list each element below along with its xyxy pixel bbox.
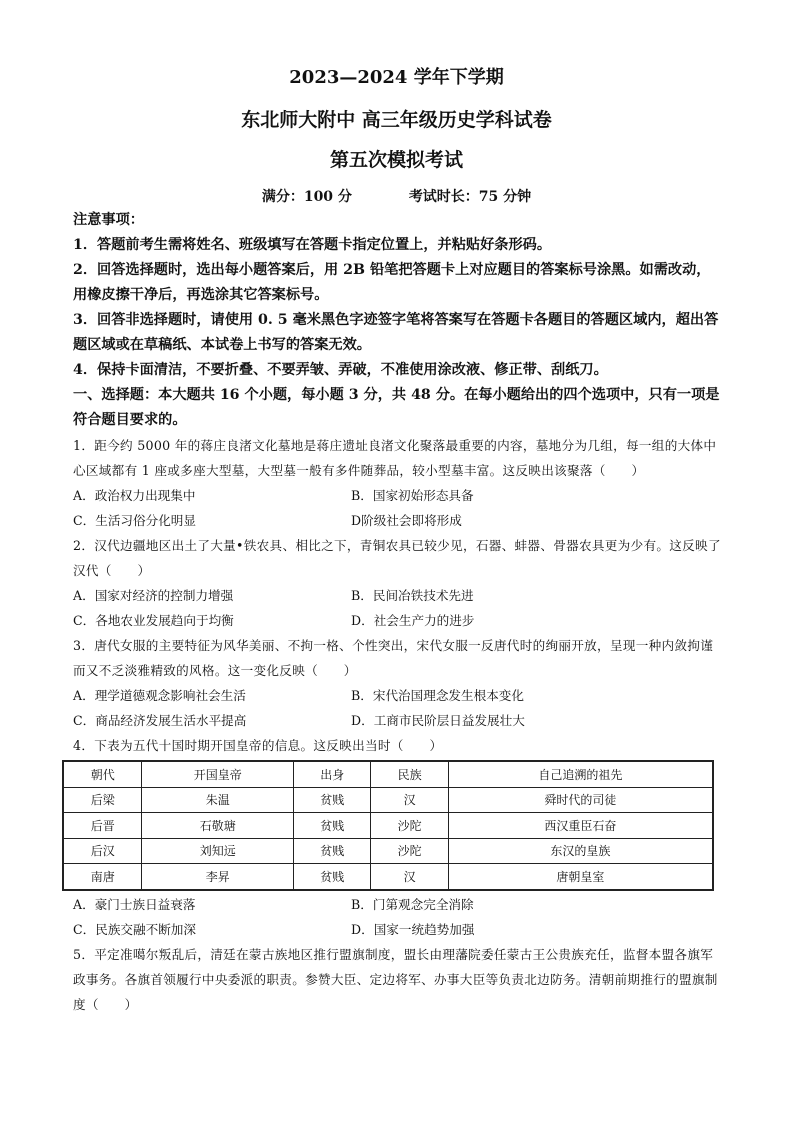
table-row: [63, 787, 713, 813]
table-header: 自己追溯的祖先: [448, 761, 713, 787]
question-options: [73, 583, 723, 608]
table-cell: 石敬瑭: [142, 813, 294, 839]
table-header: 朝代: [63, 761, 142, 787]
table-cell: 舜时代的司徒: [448, 787, 713, 813]
option: C．生活习俗分化明显: [73, 513, 196, 528]
emperors-table: [62, 760, 714, 891]
option: B．门第观念完全消除: [351, 896, 474, 912]
exam-year-title: 2023—2024 学年下学期: [289, 67, 504, 88]
full-score: 满分：100 分: [261, 189, 352, 205]
question-options: [73, 892, 723, 917]
table-cell: 后汉: [63, 838, 142, 864]
table-cell: 唐朝皇室: [448, 864, 713, 890]
table-cell: 后晋: [63, 813, 142, 839]
option: D阶级社会即将形成: [351, 513, 462, 528]
exam-school-title: 东北师大附中 高三年级历史学科试卷: [241, 109, 552, 131]
note-item: 2．回答选择题时，选出每小题答案后，用 2B 铅笔把答题卡上对应题目的答案标号涂黑。如需改动，用橡皮擦干净后，再选涂其它答案标号。: [73, 262, 711, 303]
option: B．民间冶铁技术先进: [351, 588, 474, 603]
section-heading: 一、选择题：本大题共 16 个小题，每小题 3 分，共 48 分。在每小题给出的四个选项中，只有一项是符合题目要求的。: [73, 387, 720, 428]
question-stem: 1．距今约 5000 年的蒋庄良渚文化墓地是蒋庄遗址良渚文化聚落最重要的内容，墓地分为几组，每一组的大体中心区域都有 1 座或多座大型墓，大型墓一般有多件随葬品，较小型墓丰富。这反映出该聚落（ ）: [73, 438, 717, 478]
table-cell: 贫贱: [294, 787, 371, 813]
question-stem: 2．汉代边疆地区出土了大量•铁农具、相比之下，青铜农具已较少见，石器、蚌器、骨器农具更为少有。这反映了汉代（ ）: [73, 538, 721, 578]
option: A．国家对经济的控制力增强: [73, 588, 234, 603]
note-item: 1．答题前考生需将姓名、班级填写在答题卡指定位置上，并粘贴好条形码。: [73, 237, 552, 253]
option: A．理学道德观念影响社会生活: [73, 688, 246, 703]
table-cell: 南唐: [63, 864, 142, 890]
table-cell: 李昇: [142, 864, 294, 890]
table-cell: 汉: [371, 864, 448, 890]
table-cell: 东汉的皇族: [448, 838, 713, 864]
table-cell: 沙陀: [371, 838, 448, 864]
table-header: 开国皇帝: [142, 761, 294, 787]
notes-heading: 注意事项：: [73, 212, 144, 228]
table-cell: 西汉重臣石奋: [448, 813, 713, 839]
table-cell: 贫贱: [294, 864, 371, 890]
note-item: 3．回答非选择题时，请使用 0. 5 毫米黑色字迹签字笔将答案写在答题卡各题目的答题区域内，超出答题区域或在草稿纸、本试卷上书写的答案无效。: [73, 312, 719, 353]
table-header: 民族: [371, 761, 448, 787]
table-cell: 贫贱: [294, 813, 371, 839]
option: B．宋代治国理念发生根本变化: [351, 688, 524, 703]
exam-content: [73, 208, 723, 1017]
table-cell: 朱温: [142, 787, 294, 813]
question-options: [73, 483, 723, 508]
note-item: 4．保持卡面清洁，不要折叠、不要弄皱、弄破，不准使用涂改液、修正带、刮纸刀。: [73, 362, 608, 378]
question-options: [73, 917, 723, 942]
question-stem: 3．唐代女服的主要特征为风华美丽、不拘一格、个性突出，宋代女服一反唐代时的绚丽开放，呈现一种内敛拘谨而又不乏淡雅精致的风格。这一变化反映（ ）: [73, 638, 714, 678]
table-cell: 后梁: [63, 787, 142, 813]
question-options: [73, 683, 723, 708]
table-cell: 沙陀: [371, 813, 448, 839]
option: D．工商市民阶层日益发展壮大: [351, 713, 525, 728]
question-stem: 5．平定准噶尔叛乱后，清廷在蒙古族地区推行盟旗制度，盟长由理藩院委任蒙古王公贵族充任，监督本盟各旗军政事务。各旗首领履行中央委派的职责。参赞大臣、定边将军、办事大臣等负责北边防务。清朝前期推行的盟旗制度（ ）: [73, 946, 718, 1012]
option: D．社会生产力的进步: [351, 613, 475, 628]
option: C．民族交融不断加深: [73, 921, 196, 937]
table-header-row: [63, 761, 713, 787]
option: C．商品经济发展生活水平提高: [73, 713, 247, 728]
table-cell: 刘知远: [142, 838, 294, 864]
option: B．国家初始形态具备: [351, 488, 474, 503]
duration: 考试时长：75 分钟: [408, 189, 532, 205]
exam-name-title: 第五次模拟考试: [329, 149, 463, 171]
question-options: [73, 708, 723, 733]
option: D．国家一统趋势加强: [351, 921, 475, 937]
question-options: [73, 608, 723, 633]
table-row: [63, 838, 713, 864]
question-stem: 4．下表为五代十国时期开国皇帝的信息。这反映出当时（ ）: [73, 738, 443, 753]
exam-meta: [0, 186, 793, 206]
table-cell: 贫贱: [294, 838, 371, 864]
table-cell: 汉: [371, 787, 448, 813]
table-row: [63, 813, 713, 839]
option: C．各地农业发展趋向于均衡: [73, 613, 234, 628]
option: A．政治权力出现集中: [73, 488, 196, 503]
table-header: 出身: [294, 761, 371, 787]
option: A．豪门士族日益衰落: [73, 896, 196, 912]
table-row: [63, 864, 713, 890]
question-options: [73, 508, 723, 533]
